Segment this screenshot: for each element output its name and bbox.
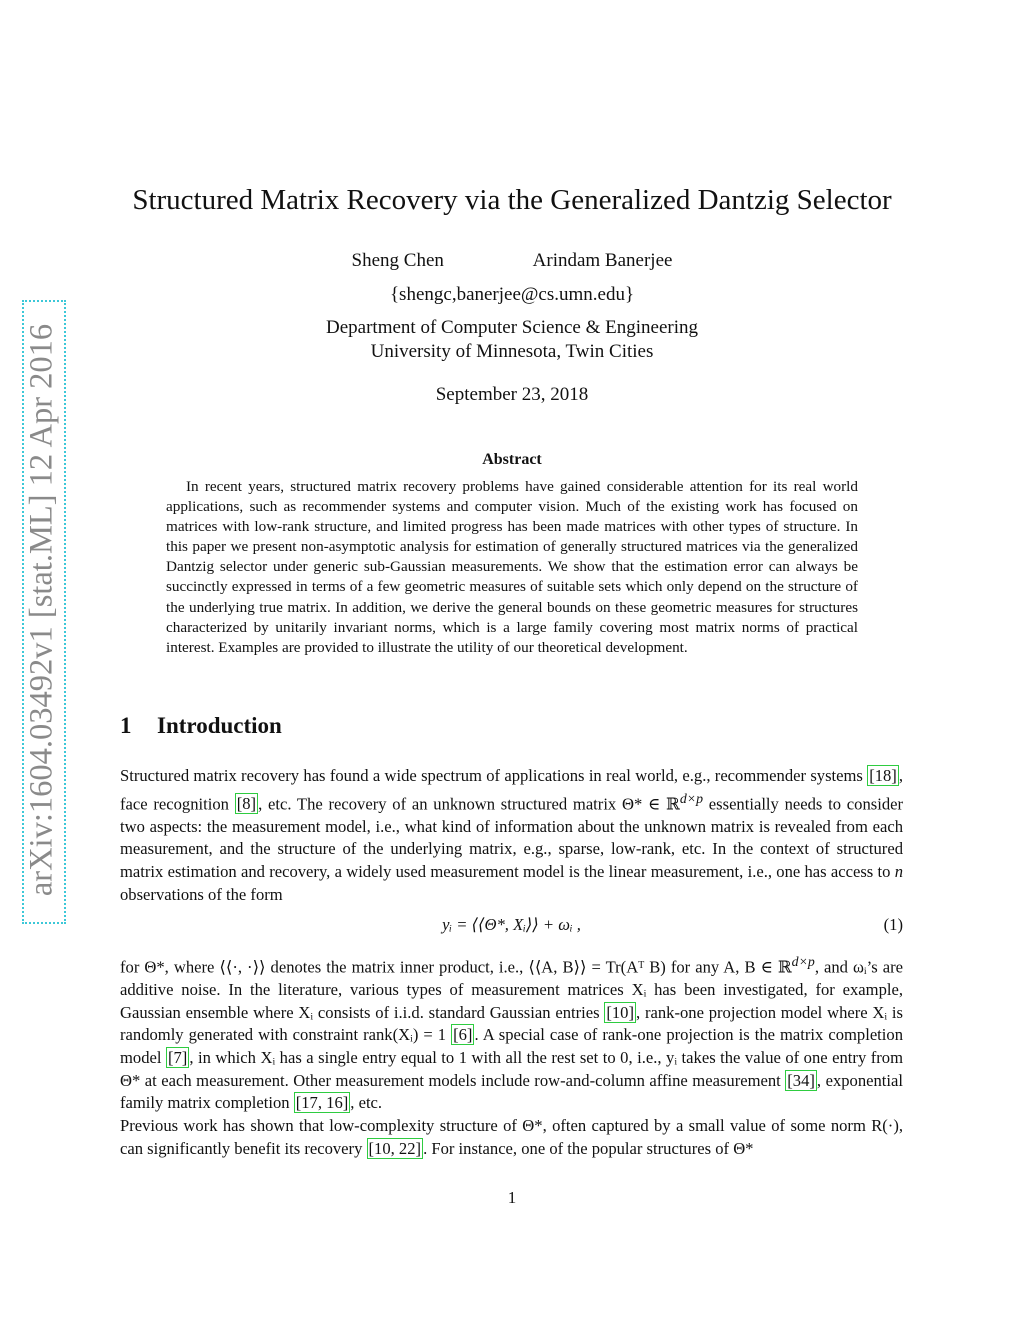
citation-link[interactable]: [17, 16] [295, 1093, 349, 1113]
equation-number: (1) [883, 915, 903, 934]
citation-link[interactable]: [8] [236, 794, 257, 814]
section-title: Introduction [157, 713, 282, 738]
citation-link[interactable]: [10, 22] [368, 1138, 422, 1158]
author-email: {shengc,banerjee@cs.umn.edu} [389, 284, 635, 305]
affiliation [0, 316, 1024, 364]
citation-link[interactable]: [7] [167, 1047, 188, 1067]
page-number: 1 [507, 1188, 517, 1207]
paper-date: September 23, 2018 [435, 384, 589, 405]
intro-paragraph-3: Previous work has shown that low-complexity structure of Θ*, often captured by a small value of some norm R(·), can significantly benefit its recovery [10, 22] . For instance, one of the popular structures of Θ* [120, 1116, 903, 1158]
intro-paragraph-1: Structured matrix recovery has found a wide spectrum of applications in real world, e.g., recommender systems [18] , face recognition [8] , etc. The recovery of an unknown structured matrix Θ* ∈ ℝ$^{d\times p}$ essentially needs to consider two aspects: the measurement model, i.e., what kind of information about the unknown matrix is revealed from each measurement, and the structure of the underlying matrix, e.g., sparse, low-rank, etc. In the context of structured matrix estimation and recovery, a widely used measurement model is the linear measurement, i.e., one has access to n observations of the form [120, 766, 904, 904]
abstract-heading: Abstract [482, 451, 542, 468]
equation-math: yᵢ = ⟨⟨Θ*, Xᵢ⟩⟩ + ωᵢ , [442, 915, 581, 934]
citation-link[interactable]: [6] [453, 1025, 473, 1045]
author-name: Sheng Chen [351, 250, 444, 271]
section-number: 1 [120, 713, 132, 738]
citation-link[interactable]: [10] [606, 1002, 635, 1022]
abstract-text: In recent years, structured matrix recovery problems have gained considerable attention for its real world applications, such as recommender systems and computer vision. Much of the existing work has focused on matrices with low-rank structure, and limited progress has been made matrices with other types of structure. In this paper we present non-asymptotic analysis for estimation of generally structured matrices via the generalized Dantzig selector under generic sub-Gaussian measurements. We show that the estimation error can always be succinctly expressed in terms of a few geometric measures of suitable sets which only depend on the structure of the underlying true matrix. In addition, we derive the general bounds on these geometric measures for structures characterized by unitarily invariant norms, which is a large family covering most matrix norms of practical interest. Examples are provided to illustrate the utility of our theoretical development. [166, 478, 858, 656]
author-name: Arindam Banerjee [532, 250, 673, 271]
paper-title: Structured Matrix Recovery via the Generalized Dantzig Selector [132, 184, 892, 216]
affiliation-univ: University of Minnesota, Twin Cities [370, 341, 654, 362]
arxiv-identifier[interactable]: arXiv:1604.03492v1 [stat.ML] 12 Apr 2016 [23, 323, 60, 897]
intro-paragraph-2: for Θ*, where ⟨⟨·, ·⟩⟩ denotes the matrix inner product, i.e., ⟨⟨A, B⟩⟩ = Tr(Aᵀ B) for any A, B ∈ ℝ$^{d\times p}$, and ωᵢ’s are additive noise. In the literature, various types of measurement matrices Xᵢ has been investigated, for example, Gaussian ensemble where Xᵢ consists of i.i.d. standard Gaussian entries [10] , rank-one projection model where Xᵢ is randomly generated with constraint rank(Xᵢ) = 1 [6] . A special case of rank-one projection is the matrix completion model [7] , in which Xᵢ has a single entry equal to 1 with all the rest set to 0, i.e., yᵢ takes the value of one entry from Θ* at each measurement. Other measurement models include row-and-column affine measurement [34] , exponential family matrix completion [17, 16] , etc. [120, 954, 903, 1113]
affiliation-dept: Department of Computer Science & Engineering [326, 317, 698, 338]
citation-link[interactable]: [34] [787, 1070, 815, 1090]
citation-link[interactable]: [18] [869, 766, 897, 785]
section-heading [120, 713, 282, 739]
author-list [0, 250, 1024, 272]
